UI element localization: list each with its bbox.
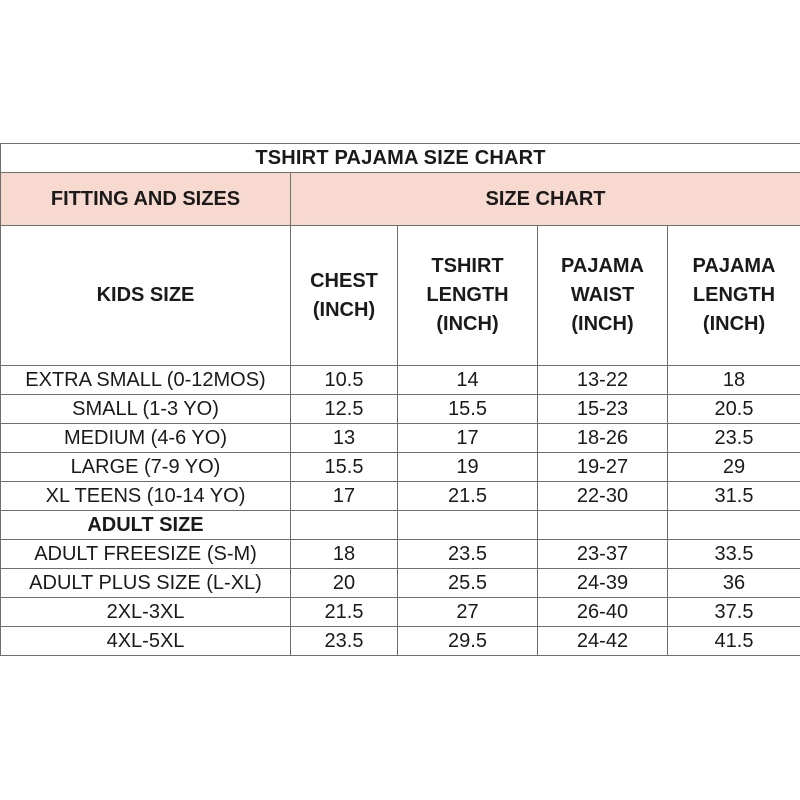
- col-chest-header: [291, 226, 398, 366]
- size-cell: XL TEENS (10-14 YO): [1, 482, 291, 511]
- pajama-waist-cell: 26-40: [538, 598, 668, 627]
- col-pajama-length-line: PAJAMA: [692, 255, 776, 277]
- table-row: [1, 598, 800, 627]
- tshirt-length-cell: 15.5: [398, 395, 538, 424]
- size-cell: 2XL-3XL: [1, 598, 291, 627]
- pajama-length-cell: 31.5: [668, 482, 800, 511]
- pajama-length-cell: 37.5: [668, 598, 800, 627]
- size-cell: EXTRA SMALL (0-12MOS): [1, 366, 291, 395]
- col-pajama-waist-line: PAJAMA: [561, 255, 644, 277]
- col-pajama-length-line: (INCH): [702, 313, 766, 335]
- table-row: [1, 482, 800, 511]
- size-cell: LARGE (7-9 YO): [1, 453, 291, 482]
- col-chest-line: (INCH): [312, 298, 376, 321]
- tshirt-length-cell: 17: [398, 424, 538, 453]
- pajama-waist-cell: 15-23: [538, 395, 668, 424]
- empty-cell: [668, 511, 800, 540]
- table-row: [1, 395, 800, 424]
- size-cell: 4XL-5XL: [1, 627, 291, 656]
- tshirt-length-cell: 25.5: [398, 569, 538, 598]
- pajama-length-cell: 20.5: [668, 395, 800, 424]
- col-tshirt-length-header: [398, 226, 538, 366]
- pajama-waist-cell: 23-37: [538, 540, 668, 569]
- column-header-row: [1, 226, 800, 366]
- tshirt-length-cell: 14: [398, 366, 538, 395]
- header-size-chart: SIZE CHART: [291, 173, 800, 226]
- chest-cell: 20: [291, 569, 398, 598]
- pajama-waist-cell: 18-26: [538, 424, 668, 453]
- col-tshirt-length-line: LENGTH: [426, 284, 509, 306]
- pajama-length-cell: 41.5: [668, 627, 800, 656]
- chest-cell: 17: [291, 482, 398, 511]
- kids-size-label: KIDS SIZE: [1, 226, 291, 366]
- size-cell: SMALL (1-3 YO): [1, 395, 291, 424]
- col-pajama-length-line: LENGTH: [692, 284, 776, 306]
- empty-cell: [538, 511, 668, 540]
- pajama-length-cell: 33.5: [668, 540, 800, 569]
- title-row: [1, 144, 800, 173]
- col-pajama-length-header: [668, 226, 800, 366]
- col-chest-line: CHEST: [310, 269, 378, 292]
- tshirt-length-cell: 21.5: [398, 482, 538, 511]
- pajama-waist-cell: 24-42: [538, 627, 668, 656]
- tshirt-length-cell: 19: [398, 453, 538, 482]
- col-pajama-waist-header: [538, 226, 668, 366]
- chest-cell: 10.5: [291, 366, 398, 395]
- empty-cell: [398, 511, 538, 540]
- table-row: [1, 453, 800, 482]
- pajama-waist-cell: 19-27: [538, 453, 668, 482]
- table-row: [1, 540, 800, 569]
- pajama-length-cell: 29: [668, 453, 800, 482]
- tshirt-length-cell: 23.5: [398, 540, 538, 569]
- tshirt-length-cell: 27: [398, 598, 538, 627]
- chest-cell: 12.5: [291, 395, 398, 424]
- header-row: [1, 173, 800, 226]
- table-row: [1, 366, 800, 395]
- adult-section-row: [1, 511, 800, 540]
- size-cell: MEDIUM (4-6 YO): [1, 424, 291, 453]
- col-tshirt-length-line: TSHIRT: [431, 255, 504, 277]
- empty-cell: [291, 511, 398, 540]
- chest-cell: 23.5: [291, 627, 398, 656]
- size-cell: ADULT PLUS SIZE (L-XL): [1, 569, 291, 598]
- pajama-waist-cell: 24-39: [538, 569, 668, 598]
- chest-cell: 21.5: [291, 598, 398, 627]
- table-row: [1, 424, 800, 453]
- pajama-length-cell: 23.5: [668, 424, 800, 453]
- pajama-length-cell: 36: [668, 569, 800, 598]
- pajama-waist-cell: 13-22: [538, 366, 668, 395]
- size-cell: ADULT FREESIZE (S-M): [1, 540, 291, 569]
- col-pajama-waist-line: WAIST: [570, 284, 635, 306]
- chart-title: TSHIRT PAJAMA SIZE CHART: [1, 144, 800, 173]
- col-pajama-waist-line: (INCH): [571, 313, 634, 335]
- size-chart-body: [1, 144, 800, 656]
- chest-cell: 15.5: [291, 453, 398, 482]
- pajama-length-cell: 18: [668, 366, 800, 395]
- adult-size-label: ADULT SIZE: [1, 511, 291, 540]
- size-chart-table: [0, 143, 800, 656]
- header-fitting-and-sizes: FITTING AND SIZES: [1, 173, 291, 226]
- chest-cell: 18: [291, 540, 398, 569]
- table-row: [1, 569, 800, 598]
- pajama-waist-cell: 22-30: [538, 482, 668, 511]
- tshirt-length-cell: 29.5: [398, 627, 538, 656]
- chest-cell: 13: [291, 424, 398, 453]
- col-tshirt-length-line: (INCH): [436, 313, 499, 335]
- table-row: [1, 627, 800, 656]
